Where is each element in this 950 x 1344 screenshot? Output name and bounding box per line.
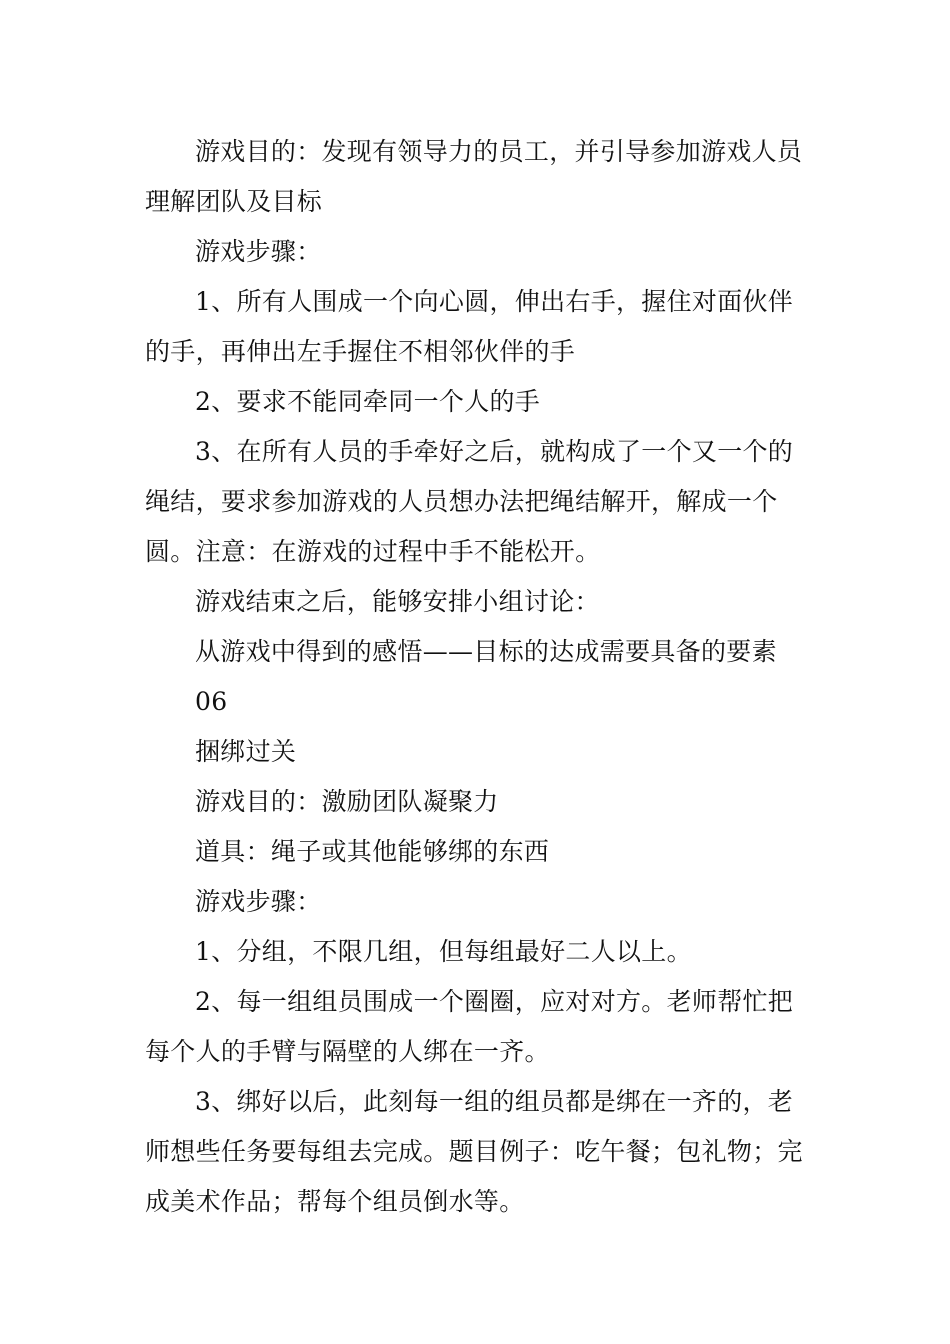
paragraph-props: 道具：绳子或其他能够绑的东西 [195,837,550,866]
paragraph-step-3: 3、在所有人员的手牵好之后，就构成了一个又一个的绳结，要求参加游戏的人员想办法把绳结解开，解成一个圆。注意：在游戏的过程中手不能松开。 [145,437,794,566]
paragraph-game-purpose: 游戏目的：发现有领导力的员工，并引导参加游戏人员理解团队及目标 [145,137,803,216]
section-title: 捆绑过关 [195,737,297,766]
paragraph-insight: 从游戏中得到的感悟——目标的达成需要具备的要素 [195,637,777,666]
paragraph-game-steps-heading: 游戏步骤： [195,237,322,266]
paragraph-after-game: 游戏结束之后，能够安排小组讨论： [195,587,600,616]
paragraph-game-steps-heading-2: 游戏步骤： [195,887,322,916]
paragraph-step-1: 1、所有人围成一个向心圆，伸出右手，握住对面伙伴的手，再伸出左手握住不相邻伙伴的手 [145,287,794,366]
paragraph-step-2: 2、要求不能同牵同一个人的手 [195,387,541,416]
document-body [145,127,810,1227]
paragraph-step-3-b: 3、绑好以后，此刻每一组的组员都是绑在一齐的，老师想些任务要每组去完成。题目例子：吃午餐；包礼物；完成美术作品；帮每个组员倒水等。 [145,1087,803,1216]
paragraph-game-purpose-2: 游戏目的：激励团队凝聚力 [195,787,499,816]
paragraph-step-2-b: 2、每一组组员围成一个圈圈，应对对方。老师帮忙把每个人的手臂与隔壁的人绑在一齐。 [145,987,794,1066]
paragraph-step-1-b: 1、分组，不限几组，但每组最好二人以上。 [195,937,692,966]
section-number: 06 [195,687,228,716]
